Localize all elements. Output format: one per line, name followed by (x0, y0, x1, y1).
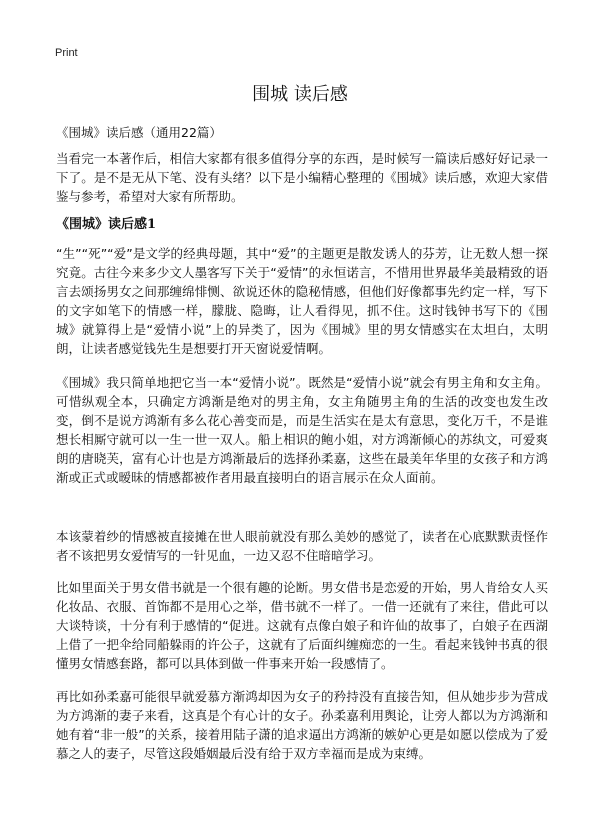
page-title: 围城 读后感 (252, 84, 348, 105)
body-paragraph-1: “生”“死”“爱”是文学的经典母题，其中“爱”的主题更是散发诱人的芬芳，让无数人想一探究竟。古往今来多少文人墨客写下关于“爱情”的永恒诺言，不惜用世界最华美最精致的语言去颂扬男女之间那缠绵悱恻、欲说还休的隐秘情感，但他们好像都事先约定一样，写下的文字如笔下的情感一样，朦胧、隐晦，让人看得见，抓不住。这时钱钟书写下的《围城》就算得上是“爱情小说”上的异类了，因为《围城》里的男女情感实在太坦白，太明朗，让读者感觉钱先生是想要打开天窗说爱情啊。 (56, 246, 548, 356)
intro-paragraph: 当看完一本著作后，相信大家都有很多值得分享的东西，是时候写一篇读后感好好记录一下了。是不是无从下笔、没有头绪？以下是小编精心整理的《围城》读后感，欢迎大家借鉴与参考，希望对大家有所帮助。 (56, 151, 548, 204)
body-paragraph-2: 《围城》我只简单地把它当一本“爱情小说”。既然是“爱情小说”就会有男主角和女主角。可惜纵观全本，只确定方鸿渐是绝对的男主角，女主角随男主角的生活的改变也发生改变，倒不是说方鸿渐有多么花心善变而是，而是生活实在是太有意思，变化万千，不是谁想长相厮守就可以一生一世一双人。船上相识的鲍小姐，对方鸿渐倾心的苏纨文，可爱爽朗的唐晓芙，富有心计也是方鸿渐最后的选择孙柔嘉，这些在最美年华里的女孩子和方鸿渐或正式或暧昧的情感都被作者用最直接明白的语言展示在众人面前。 (56, 375, 548, 485)
body-paragraph-4: 比如里面关于男女借书就是一个很有趣的论断。男女借书是恋爱的开始，男人肯给女人买化妆品、衣服、首饰都不是用心之举，借书就不一样了。一借一还就有了来往，借此可以大谈特谈，十分有利于感情的“促进。这就有点像白娘子和许仙的故事了，白娘子在西湖上借了一把伞给同船躲雨的许公子，这就有了后面纠缠痴恋的一生。看起来钱钟书真的很懂男女情感套路，都可以具体到做一件事来开始一段感情了。 (56, 580, 548, 671)
section-heading: 《围城》读后感1 (56, 217, 157, 232)
print-link[interactable]: Print (55, 47, 78, 59)
document-subtitle: 《围城》读后感（通用22篇） (56, 125, 222, 140)
body-paragraph-5: 再比如孙柔嘉可能很早就爱慕方渐鸿却因为女子的矜持没有直接告知，但从她步步为营成为方鸿渐的妻子来看，这真是个有心计的女子。孙柔嘉利用舆论，让旁人都以为方鸿渐和她有着“非一般”的关系，接着用陆子潇的追求逼出方鸿渐的嫉妒心更是如愿以偿成为了爱慕之人的妻子，尽管这段婚姻最后没有给于双方幸福而是成为束缚。 (56, 689, 548, 761)
body-paragraph-3: 本该蒙着纱的情感被直接摊在世人眼前就没有那么美妙的感觉了，读者在心底默默责怪作者不该把男女爱情写的一针见血，一边又忍不住暗暗学习。 (56, 529, 548, 563)
